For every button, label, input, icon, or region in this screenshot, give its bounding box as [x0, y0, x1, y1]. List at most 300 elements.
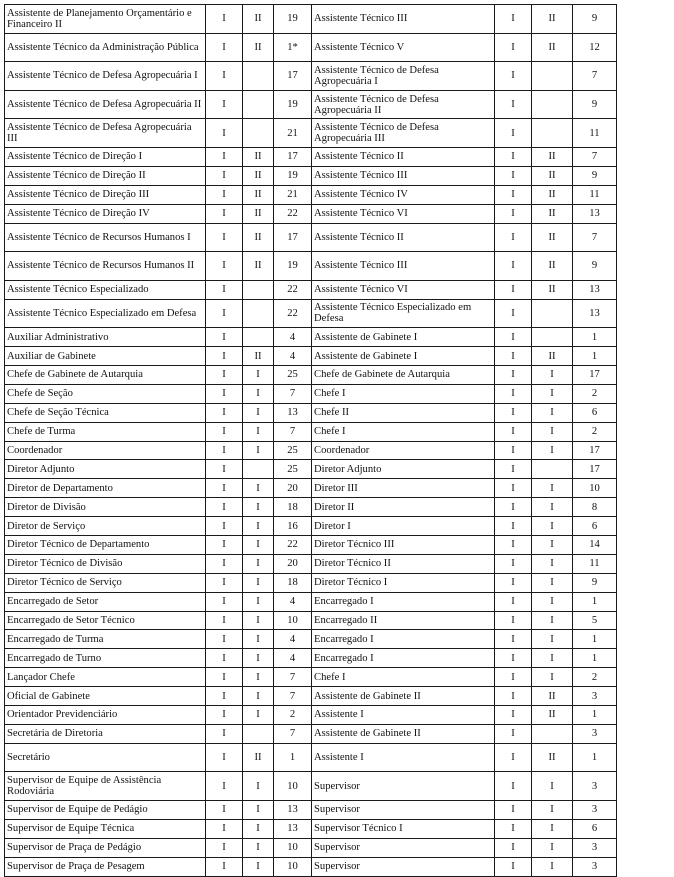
table-row: [5, 147, 617, 166]
new-position-name-cell: Assistente de Gabinete II: [312, 687, 495, 706]
old-reference-cell: I: [206, 460, 243, 479]
table-row: [5, 687, 617, 706]
old-level-cell: I: [243, 592, 274, 611]
new-reference-cell: I: [495, 185, 532, 204]
new-quantity-cell: 17: [573, 460, 617, 479]
new-position-name-cell: Encarregado I: [312, 649, 495, 668]
new-level-cell: I: [532, 838, 573, 857]
new-level-cell: [532, 90, 573, 119]
new-quantity-cell: 1: [573, 328, 617, 347]
old-quantity-cell: 7: [274, 687, 312, 706]
new-level-cell: I: [532, 498, 573, 517]
new-quantity-cell: 3: [573, 724, 617, 743]
table-row: [5, 592, 617, 611]
new-quantity-cell: 6: [573, 517, 617, 536]
old-reference-cell: I: [206, 365, 243, 384]
old-level-cell: [243, 299, 274, 328]
new-level-cell: I: [532, 422, 573, 441]
old-reference-cell: I: [206, 185, 243, 204]
old-reference-cell: I: [206, 536, 243, 555]
new-quantity-cell: 11: [573, 119, 617, 148]
old-quantity-cell: 22: [274, 204, 312, 223]
new-position-name-cell: Assistente Técnico de Defesa Agropecuária III: [312, 119, 495, 148]
table-row: [5, 384, 617, 403]
old-quantity-cell: 17: [274, 223, 312, 252]
old-reference-cell: I: [206, 743, 243, 772]
new-position-name-cell: Assistente de Gabinete I: [312, 328, 495, 347]
old-position-name-cell: Secretário: [5, 743, 206, 772]
new-reference-cell: I: [495, 460, 532, 479]
table-row: [5, 299, 617, 328]
new-reference-cell: I: [495, 328, 532, 347]
new-reference-cell: I: [495, 252, 532, 281]
new-quantity-cell: 17: [573, 441, 617, 460]
new-level-cell: II: [532, 147, 573, 166]
old-position-name-cell: Diretor de Serviço: [5, 517, 206, 536]
old-position-name-cell: Assistente Técnico de Direção IV: [5, 204, 206, 223]
new-position-name-cell: Diretor I: [312, 517, 495, 536]
old-quantity-cell: 10: [274, 611, 312, 630]
new-quantity-cell: 1: [573, 592, 617, 611]
old-reference-cell: I: [206, 498, 243, 517]
table-row: [5, 328, 617, 347]
new-position-name-cell: Supervisor: [312, 772, 495, 801]
new-reference-cell: I: [495, 119, 532, 148]
new-position-name-cell: Encarregado II: [312, 611, 495, 630]
old-level-cell: II: [243, 743, 274, 772]
new-quantity-cell: 7: [573, 62, 617, 91]
new-reference-cell: I: [495, 706, 532, 725]
new-reference-cell: I: [495, 90, 532, 119]
old-level-cell: II: [243, 147, 274, 166]
new-reference-cell: I: [495, 441, 532, 460]
old-level-cell: [243, 90, 274, 119]
table-row: [5, 838, 617, 857]
old-position-name-cell: Chefe de Seção Técnica: [5, 403, 206, 422]
document-page: [4, 4, 616, 877]
table-row: [5, 90, 617, 119]
old-quantity-cell: 13: [274, 800, 312, 819]
old-reference-cell: I: [206, 479, 243, 498]
new-position-name-cell: Assistente Técnico III: [312, 166, 495, 185]
table-row: [5, 460, 617, 479]
new-reference-cell: I: [495, 517, 532, 536]
new-reference-cell: I: [495, 280, 532, 299]
new-quantity-cell: 10: [573, 479, 617, 498]
old-position-name-cell: Encarregado de Turma: [5, 630, 206, 649]
new-quantity-cell: 9: [573, 5, 617, 34]
new-quantity-cell: 1: [573, 743, 617, 772]
new-reference-cell: I: [495, 62, 532, 91]
old-reference-cell: I: [206, 384, 243, 403]
old-quantity-cell: 20: [274, 479, 312, 498]
old-level-cell: I: [243, 365, 274, 384]
new-level-cell: I: [532, 772, 573, 801]
old-reference-cell: I: [206, 299, 243, 328]
old-reference-cell: I: [206, 857, 243, 876]
new-position-name-cell: Diretor Adjunto: [312, 460, 495, 479]
old-quantity-cell: 21: [274, 119, 312, 148]
new-quantity-cell: 13: [573, 299, 617, 328]
new-quantity-cell: 1: [573, 347, 617, 366]
new-level-cell: I: [532, 479, 573, 498]
old-position-name-cell: Assistente Técnico de Direção I: [5, 147, 206, 166]
old-position-name-cell: Supervisor de Praça de Pesagem: [5, 857, 206, 876]
old-quantity-cell: 2: [274, 706, 312, 725]
new-position-name-cell: Chefe I: [312, 422, 495, 441]
old-level-cell: II: [243, 223, 274, 252]
new-reference-cell: I: [495, 347, 532, 366]
old-reference-cell: I: [206, 772, 243, 801]
new-reference-cell: I: [495, 536, 532, 555]
old-reference-cell: I: [206, 62, 243, 91]
old-quantity-cell: 16: [274, 517, 312, 536]
table-row: [5, 554, 617, 573]
new-level-cell: [532, 62, 573, 91]
old-quantity-cell: 25: [274, 441, 312, 460]
new-position-name-cell: Assistente Técnico V: [312, 33, 495, 62]
old-reference-cell: I: [206, 838, 243, 857]
new-reference-cell: I: [495, 299, 532, 328]
old-reference-cell: I: [206, 33, 243, 62]
new-quantity-cell: 9: [573, 166, 617, 185]
old-quantity-cell: 25: [274, 365, 312, 384]
new-position-name-cell: Assistente Técnico III: [312, 5, 495, 34]
new-quantity-cell: 3: [573, 800, 617, 819]
new-reference-cell: I: [495, 724, 532, 743]
table-body: [5, 5, 617, 877]
new-level-cell: I: [532, 403, 573, 422]
old-quantity-cell: 7: [274, 422, 312, 441]
old-reference-cell: I: [206, 252, 243, 281]
old-position-name-cell: Assistente Técnico de Defesa Agropecuária II: [5, 90, 206, 119]
table-row: [5, 800, 617, 819]
old-level-cell: [243, 724, 274, 743]
old-position-name-cell: Assistente Técnico de Defesa Agropecuária I: [5, 62, 206, 91]
old-level-cell: I: [243, 649, 274, 668]
old-quantity-cell: 7: [274, 724, 312, 743]
table-row: [5, 5, 617, 34]
old-level-cell: I: [243, 422, 274, 441]
new-position-name-cell: Assistente Técnico VI: [312, 204, 495, 223]
old-quantity-cell: 19: [274, 252, 312, 281]
old-level-cell: I: [243, 498, 274, 517]
old-quantity-cell: 7: [274, 668, 312, 687]
old-reference-cell: I: [206, 403, 243, 422]
new-position-name-cell: Diretor Técnico II: [312, 554, 495, 573]
new-position-name-cell: Coordenador: [312, 441, 495, 460]
old-position-name-cell: Assistente Técnico Especializado: [5, 280, 206, 299]
table-row: [5, 33, 617, 62]
old-level-cell: [243, 119, 274, 148]
old-reference-cell: I: [206, 706, 243, 725]
old-level-cell: I: [243, 772, 274, 801]
old-quantity-cell: 1: [274, 743, 312, 772]
old-quantity-cell: 4: [274, 347, 312, 366]
new-level-cell: [532, 724, 573, 743]
new-reference-cell: I: [495, 800, 532, 819]
new-position-name-cell: Diretor Técnico I: [312, 573, 495, 592]
old-quantity-cell: 13: [274, 819, 312, 838]
old-position-name-cell: Diretor Técnico de Serviço: [5, 573, 206, 592]
new-position-name-cell: Diretor III: [312, 479, 495, 498]
new-level-cell: [532, 460, 573, 479]
new-reference-cell: I: [495, 384, 532, 403]
new-level-cell: I: [532, 517, 573, 536]
old-quantity-cell: 4: [274, 328, 312, 347]
old-reference-cell: I: [206, 800, 243, 819]
new-level-cell: I: [532, 857, 573, 876]
new-level-cell: II: [532, 223, 573, 252]
new-position-name-cell: Assistente Técnico II: [312, 147, 495, 166]
old-reference-cell: I: [206, 204, 243, 223]
old-position-name-cell: Lançador Chefe: [5, 668, 206, 687]
table-row: [5, 724, 617, 743]
old-position-name-cell: Encarregado de Turno: [5, 649, 206, 668]
old-level-cell: I: [243, 611, 274, 630]
new-quantity-cell: 9: [573, 90, 617, 119]
new-reference-cell: I: [495, 668, 532, 687]
new-level-cell: II: [532, 743, 573, 772]
new-position-name-cell: Assistente Técnico de Defesa Agropecuária I: [312, 62, 495, 91]
table-row: [5, 706, 617, 725]
new-position-name-cell: Chefe I: [312, 384, 495, 403]
new-quantity-cell: 14: [573, 536, 617, 555]
old-quantity-cell: 18: [274, 498, 312, 517]
old-quantity-cell: 17: [274, 62, 312, 91]
new-position-name-cell: Assistente Técnico VI: [312, 280, 495, 299]
new-level-cell: II: [532, 33, 573, 62]
table-row: [5, 668, 617, 687]
new-position-name-cell: Chefe de Gabinete de Autarquia: [312, 365, 495, 384]
old-reference-cell: I: [206, 592, 243, 611]
old-quantity-cell: 22: [274, 299, 312, 328]
new-quantity-cell: 9: [573, 252, 617, 281]
new-reference-cell: I: [495, 772, 532, 801]
table-row: [5, 479, 617, 498]
new-level-cell: I: [532, 819, 573, 838]
old-level-cell: II: [243, 204, 274, 223]
old-level-cell: I: [243, 479, 274, 498]
old-level-cell: I: [243, 668, 274, 687]
table-row: [5, 498, 617, 517]
old-reference-cell: I: [206, 630, 243, 649]
new-position-name-cell: Assistente de Gabinete II: [312, 724, 495, 743]
table-row: [5, 441, 617, 460]
new-position-name-cell: Assistente Técnico III: [312, 252, 495, 281]
old-level-cell: I: [243, 403, 274, 422]
new-reference-cell: I: [495, 611, 532, 630]
table-row: [5, 517, 617, 536]
new-quantity-cell: 11: [573, 554, 617, 573]
new-level-cell: I: [532, 592, 573, 611]
new-reference-cell: I: [495, 33, 532, 62]
old-level-cell: II: [243, 5, 274, 34]
old-position-name-cell: Oficial de Gabinete: [5, 687, 206, 706]
new-reference-cell: I: [495, 573, 532, 592]
table-row: [5, 119, 617, 148]
new-quantity-cell: 6: [573, 403, 617, 422]
new-quantity-cell: 12: [573, 33, 617, 62]
new-reference-cell: I: [495, 838, 532, 857]
old-level-cell: II: [243, 252, 274, 281]
new-reference-cell: I: [495, 166, 532, 185]
new-quantity-cell: 3: [573, 857, 617, 876]
table-row: [5, 185, 617, 204]
table-row: [5, 422, 617, 441]
new-position-name-cell: Supervisor: [312, 857, 495, 876]
new-level-cell: [532, 299, 573, 328]
new-position-name-cell: Assistente Técnico IV: [312, 185, 495, 204]
old-quantity-cell: 21: [274, 185, 312, 204]
old-reference-cell: I: [206, 554, 243, 573]
old-reference-cell: I: [206, 223, 243, 252]
old-level-cell: [243, 62, 274, 91]
table-row: [5, 204, 617, 223]
new-level-cell: II: [532, 252, 573, 281]
old-position-name-cell: Auxiliar de Gabinete: [5, 347, 206, 366]
old-quantity-cell: 25: [274, 460, 312, 479]
old-level-cell: [243, 280, 274, 299]
table-row: [5, 223, 617, 252]
new-level-cell: II: [532, 280, 573, 299]
old-position-name-cell: Diretor Técnico de Departamento: [5, 536, 206, 555]
new-quantity-cell: 2: [573, 384, 617, 403]
old-quantity-cell: 19: [274, 166, 312, 185]
old-position-name-cell: Supervisor de Equipe Técnica: [5, 819, 206, 838]
old-quantity-cell: 10: [274, 857, 312, 876]
old-reference-cell: I: [206, 668, 243, 687]
table-row: [5, 403, 617, 422]
old-reference-cell: I: [206, 166, 243, 185]
new-quantity-cell: 7: [573, 223, 617, 252]
old-level-cell: I: [243, 706, 274, 725]
new-reference-cell: I: [495, 479, 532, 498]
new-reference-cell: I: [495, 592, 532, 611]
new-level-cell: II: [532, 687, 573, 706]
old-position-name-cell: Assistente Técnico de Direção III: [5, 185, 206, 204]
old-position-name-cell: Diretor Técnico de Divisão: [5, 554, 206, 573]
old-level-cell: I: [243, 554, 274, 573]
table-row: [5, 649, 617, 668]
old-level-cell: I: [243, 573, 274, 592]
new-quantity-cell: 17: [573, 365, 617, 384]
new-position-name-cell: Assistente I: [312, 743, 495, 772]
table-row: [5, 536, 617, 555]
new-level-cell: I: [532, 573, 573, 592]
new-quantity-cell: 3: [573, 772, 617, 801]
table-row: [5, 573, 617, 592]
old-quantity-cell: 4: [274, 592, 312, 611]
old-position-name-cell: Chefe de Seção: [5, 384, 206, 403]
new-position-name-cell: Supervisor: [312, 838, 495, 857]
old-quantity-cell: 22: [274, 536, 312, 555]
old-reference-cell: I: [206, 611, 243, 630]
new-quantity-cell: 13: [573, 280, 617, 299]
old-position-name-cell: Assistente Técnico de Defesa Agropecuária III: [5, 119, 206, 148]
new-level-cell: II: [532, 5, 573, 34]
new-quantity-cell: 6: [573, 819, 617, 838]
new-level-cell: II: [532, 706, 573, 725]
old-quantity-cell: 22: [274, 280, 312, 299]
old-level-cell: II: [243, 347, 274, 366]
new-quantity-cell: 1: [573, 649, 617, 668]
old-level-cell: I: [243, 384, 274, 403]
old-reference-cell: I: [206, 724, 243, 743]
new-reference-cell: I: [495, 422, 532, 441]
old-reference-cell: I: [206, 687, 243, 706]
old-position-name-cell: Secretária de Diretoria: [5, 724, 206, 743]
old-quantity-cell: 10: [274, 838, 312, 857]
old-position-name-cell: Diretor Adjunto: [5, 460, 206, 479]
old-quantity-cell: 4: [274, 630, 312, 649]
new-quantity-cell: 1: [573, 630, 617, 649]
new-reference-cell: I: [495, 687, 532, 706]
new-level-cell: I: [532, 668, 573, 687]
old-position-name-cell: Supervisor de Equipe de Pedágio: [5, 800, 206, 819]
old-reference-cell: I: [206, 328, 243, 347]
old-quantity-cell: 10: [274, 772, 312, 801]
new-reference-cell: I: [495, 743, 532, 772]
old-reference-cell: I: [206, 347, 243, 366]
new-level-cell: II: [532, 185, 573, 204]
old-quantity-cell: 20: [274, 554, 312, 573]
new-level-cell: I: [532, 365, 573, 384]
old-quantity-cell: 7: [274, 384, 312, 403]
old-level-cell: [243, 328, 274, 347]
old-position-name-cell: Diretor de Departamento: [5, 479, 206, 498]
new-level-cell: II: [532, 166, 573, 185]
old-position-name-cell: Assistente Técnico da Administração Pública: [5, 33, 206, 62]
new-position-name-cell: Assistente I: [312, 706, 495, 725]
old-reference-cell: I: [206, 147, 243, 166]
table-row: [5, 819, 617, 838]
old-level-cell: I: [243, 441, 274, 460]
new-position-name-cell: Chefe II: [312, 403, 495, 422]
old-position-name-cell: Assistente Técnico de Recursos Humanos I: [5, 223, 206, 252]
table-row: [5, 630, 617, 649]
new-reference-cell: I: [495, 223, 532, 252]
old-quantity-cell: 17: [274, 147, 312, 166]
position-mapping-table: [4, 4, 617, 877]
new-quantity-cell: 3: [573, 687, 617, 706]
old-position-name-cell: Encarregado de Setor Técnico: [5, 611, 206, 630]
old-level-cell: [243, 460, 274, 479]
new-level-cell: II: [532, 347, 573, 366]
old-position-name-cell: Supervisor de Praça de Pedágio: [5, 838, 206, 857]
new-level-cell: I: [532, 611, 573, 630]
old-position-name-cell: Orientador Previdenciário: [5, 706, 206, 725]
new-quantity-cell: 2: [573, 422, 617, 441]
old-position-name-cell: Assistente Técnico Especializado em Defesa: [5, 299, 206, 328]
old-level-cell: I: [243, 630, 274, 649]
new-position-name-cell: Supervisor: [312, 800, 495, 819]
old-position-name-cell: Chefe de Turma: [5, 422, 206, 441]
old-reference-cell: I: [206, 119, 243, 148]
new-position-name-cell: Assistente Técnico de Defesa Agropecuária II: [312, 90, 495, 119]
new-position-name-cell: Assistente Técnico Especializado em Defesa: [312, 299, 495, 328]
old-reference-cell: I: [206, 422, 243, 441]
old-position-name-cell: Coordenador: [5, 441, 206, 460]
old-reference-cell: I: [206, 90, 243, 119]
table-row: [5, 365, 617, 384]
old-reference-cell: I: [206, 5, 243, 34]
old-quantity-cell: 13: [274, 403, 312, 422]
new-level-cell: I: [532, 536, 573, 555]
new-level-cell: I: [532, 800, 573, 819]
old-position-name-cell: Chefe de Gabinete de Autarquia: [5, 365, 206, 384]
table-row: [5, 280, 617, 299]
